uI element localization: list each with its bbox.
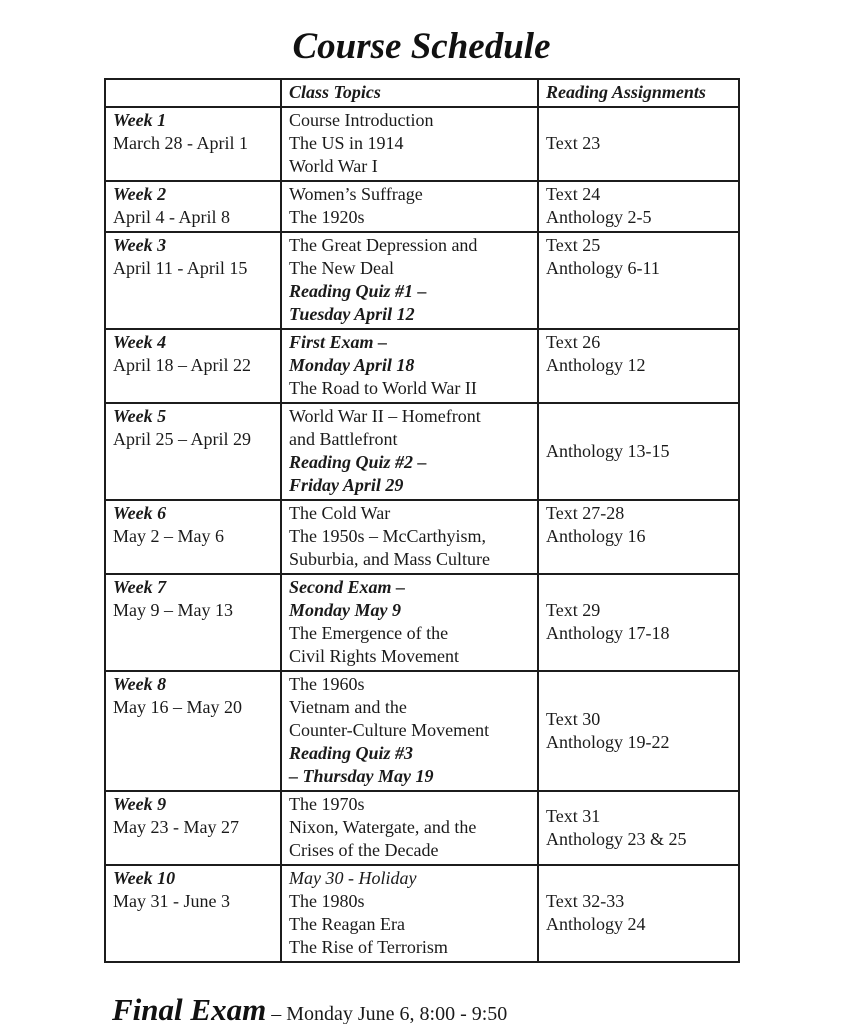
reading-line: Anthology 19-22 xyxy=(546,731,670,752)
table-row-week-8 xyxy=(105,671,739,791)
topic-line: The Emergence of the xyxy=(289,623,449,643)
reading-assignments-cell xyxy=(538,107,739,181)
topic-line: The US in 1914 xyxy=(289,133,404,153)
topic-line: The New Deal xyxy=(289,258,394,278)
topic-line: World War I xyxy=(289,156,378,176)
header-reading-assignments: Reading Assignments xyxy=(538,79,739,107)
course-schedule-table xyxy=(104,78,740,963)
week-label: Week 4 xyxy=(113,332,167,352)
reading-line: Text 26 xyxy=(546,332,601,352)
topic-line: Vietnam and the xyxy=(289,697,407,717)
week-dates: April 4 - April 8 xyxy=(113,207,230,227)
week-label: Week 7 xyxy=(113,577,167,597)
class-topics-cell xyxy=(281,671,538,791)
week-cell xyxy=(105,181,281,232)
reading-assignments-cell xyxy=(538,329,739,403)
reading-line: Anthology 6-11 xyxy=(546,258,660,278)
topic-line: Reading Quiz #1 – xyxy=(289,281,427,301)
topic-line: The Cold War xyxy=(289,503,391,523)
topic-line: Suburbia, and Mass Culture xyxy=(289,549,490,569)
week-label: Week 9 xyxy=(113,794,167,814)
topic-line: The Reagan Era xyxy=(289,914,405,934)
reading-line: Text 32-33 xyxy=(546,891,625,911)
final-exam-details: – Monday June 6, 8:00 - 9:50 xyxy=(271,1003,508,1024)
header-row xyxy=(105,79,739,107)
reading-line: Anthology 24 xyxy=(546,914,646,934)
topic-line: Crises of the Decade xyxy=(289,840,439,860)
topic-line: Counter-Culture Movement xyxy=(289,720,490,740)
class-topics-cell xyxy=(281,574,538,671)
class-topics-cell xyxy=(281,107,538,181)
week-dates: March 28 - April 1 xyxy=(113,133,248,153)
reading-line: Anthology 12 xyxy=(546,355,646,375)
reading-line: Anthology 13-15 xyxy=(546,440,670,461)
topic-line: The 1950s – McCarthyism, xyxy=(289,526,486,546)
topic-line: Monday May 9 xyxy=(289,600,401,620)
reading-line: Text 25 xyxy=(546,235,601,255)
topic-line: Reading Quiz #2 – xyxy=(289,452,427,472)
topic-line: The Rise of Terrorism xyxy=(289,937,448,957)
week-dates: April 11 - April 15 xyxy=(113,258,248,278)
reading-assignments-cell xyxy=(538,865,739,962)
week-dates: April 25 – April 29 xyxy=(113,429,251,449)
topic-line: Tuesday April 12 xyxy=(289,304,415,324)
reading-line: Text 24 xyxy=(546,184,601,204)
topic-line: The 1920s xyxy=(289,207,365,227)
week-dates: May 9 – May 13 xyxy=(113,600,233,620)
topic-line: and Battlefront xyxy=(289,429,398,449)
week-label: Week 3 xyxy=(113,235,167,255)
reading-line: Text 27-28 xyxy=(546,503,625,523)
topic-line: First Exam – xyxy=(289,332,388,352)
reading-line: Anthology 16 xyxy=(546,526,646,546)
topic-line: The Great Depression and xyxy=(289,235,478,255)
topic-line: Nixon, Watergate, and the xyxy=(289,817,477,837)
week-dates: May 23 - May 27 xyxy=(113,817,239,837)
topic-line: Monday April 18 xyxy=(289,355,415,375)
header-class-topics: Class Topics xyxy=(281,79,538,107)
week-label: Week 8 xyxy=(113,674,167,694)
table-row-week-2 xyxy=(105,181,739,232)
topic-line: The 1960s xyxy=(289,674,365,694)
reading-line: Text 30 xyxy=(546,708,601,729)
topic-line: Civil Rights Movement xyxy=(289,646,460,666)
schedule-table-body xyxy=(105,107,739,962)
final-exam-note xyxy=(112,991,843,1024)
reading-line: Text 29 xyxy=(546,600,601,620)
class-topics-cell xyxy=(281,403,538,500)
week-cell xyxy=(105,671,281,791)
reading-line: Text 31 xyxy=(546,805,601,826)
table-row-week-4 xyxy=(105,329,739,403)
table-row-week-7 xyxy=(105,574,739,671)
page-title: Course Schedule xyxy=(292,26,551,67)
reading-assignments-cell xyxy=(538,403,739,500)
reading-assignments-cell xyxy=(538,791,739,865)
class-topics-cell xyxy=(281,329,538,403)
table-row-week-9 xyxy=(105,791,739,865)
topic-line: Friday April 29 xyxy=(289,475,404,495)
week-cell xyxy=(105,865,281,962)
week-dates: May 31 - June 3 xyxy=(113,891,230,911)
week-label: Week 1 xyxy=(113,110,167,130)
class-topics-cell xyxy=(281,500,538,574)
week-label: Week 10 xyxy=(113,868,176,888)
class-topics-cell xyxy=(281,232,538,329)
topic-line: The 1970s xyxy=(289,794,365,814)
reading-assignments-cell xyxy=(538,232,739,329)
week-label: Week 6 xyxy=(113,503,167,523)
class-topics-cell xyxy=(281,865,538,962)
reading-assignments-cell xyxy=(538,181,739,232)
table-row-week-5 xyxy=(105,403,739,500)
week-cell xyxy=(105,329,281,403)
topic-line: – Thursday May 19 xyxy=(289,766,434,786)
week-cell xyxy=(105,403,281,500)
week-cell xyxy=(105,791,281,865)
topic-line: The Road to World War II xyxy=(289,378,477,398)
week-cell xyxy=(105,232,281,329)
class-topics-cell xyxy=(281,791,538,865)
week-dates: May 16 – May 20 xyxy=(113,697,242,717)
reading-line: Anthology 2-5 xyxy=(546,207,652,227)
topic-line: Second Exam – xyxy=(289,577,406,597)
week-cell xyxy=(105,574,281,671)
table-row-week-1 xyxy=(105,107,739,181)
reading-line: Text 23 xyxy=(546,133,601,153)
reading-assignments-cell xyxy=(538,500,739,574)
topic-line: May 30 - Holiday xyxy=(289,868,417,888)
week-label: Week 5 xyxy=(113,406,167,426)
table-row-week-6 xyxy=(105,500,739,574)
topic-line: Women’s Suffrage xyxy=(289,184,423,204)
reading-assignments-cell xyxy=(538,671,739,791)
week-cell xyxy=(105,500,281,574)
reading-line: Anthology 23 & 25 xyxy=(546,828,687,849)
week-label: Week 2 xyxy=(113,184,167,204)
week-cell xyxy=(105,107,281,181)
week-dates: April 18 – April 22 xyxy=(113,355,251,375)
header-week-column xyxy=(105,79,281,107)
reading-assignments-cell xyxy=(538,574,739,671)
reading-line: Anthology 17-18 xyxy=(546,623,670,643)
table-row-week-3 xyxy=(105,232,739,329)
class-topics-cell xyxy=(281,181,538,232)
final-exam-label: Final Exam xyxy=(112,992,267,1024)
topic-line: World War II – Homefront xyxy=(289,406,481,426)
week-dates: May 2 – May 6 xyxy=(113,526,224,546)
topic-line: Reading Quiz #3 xyxy=(289,743,414,763)
table-row-week-10 xyxy=(105,865,739,962)
topic-line: The 1980s xyxy=(289,891,365,911)
topic-line: Course Introduction xyxy=(289,110,434,130)
